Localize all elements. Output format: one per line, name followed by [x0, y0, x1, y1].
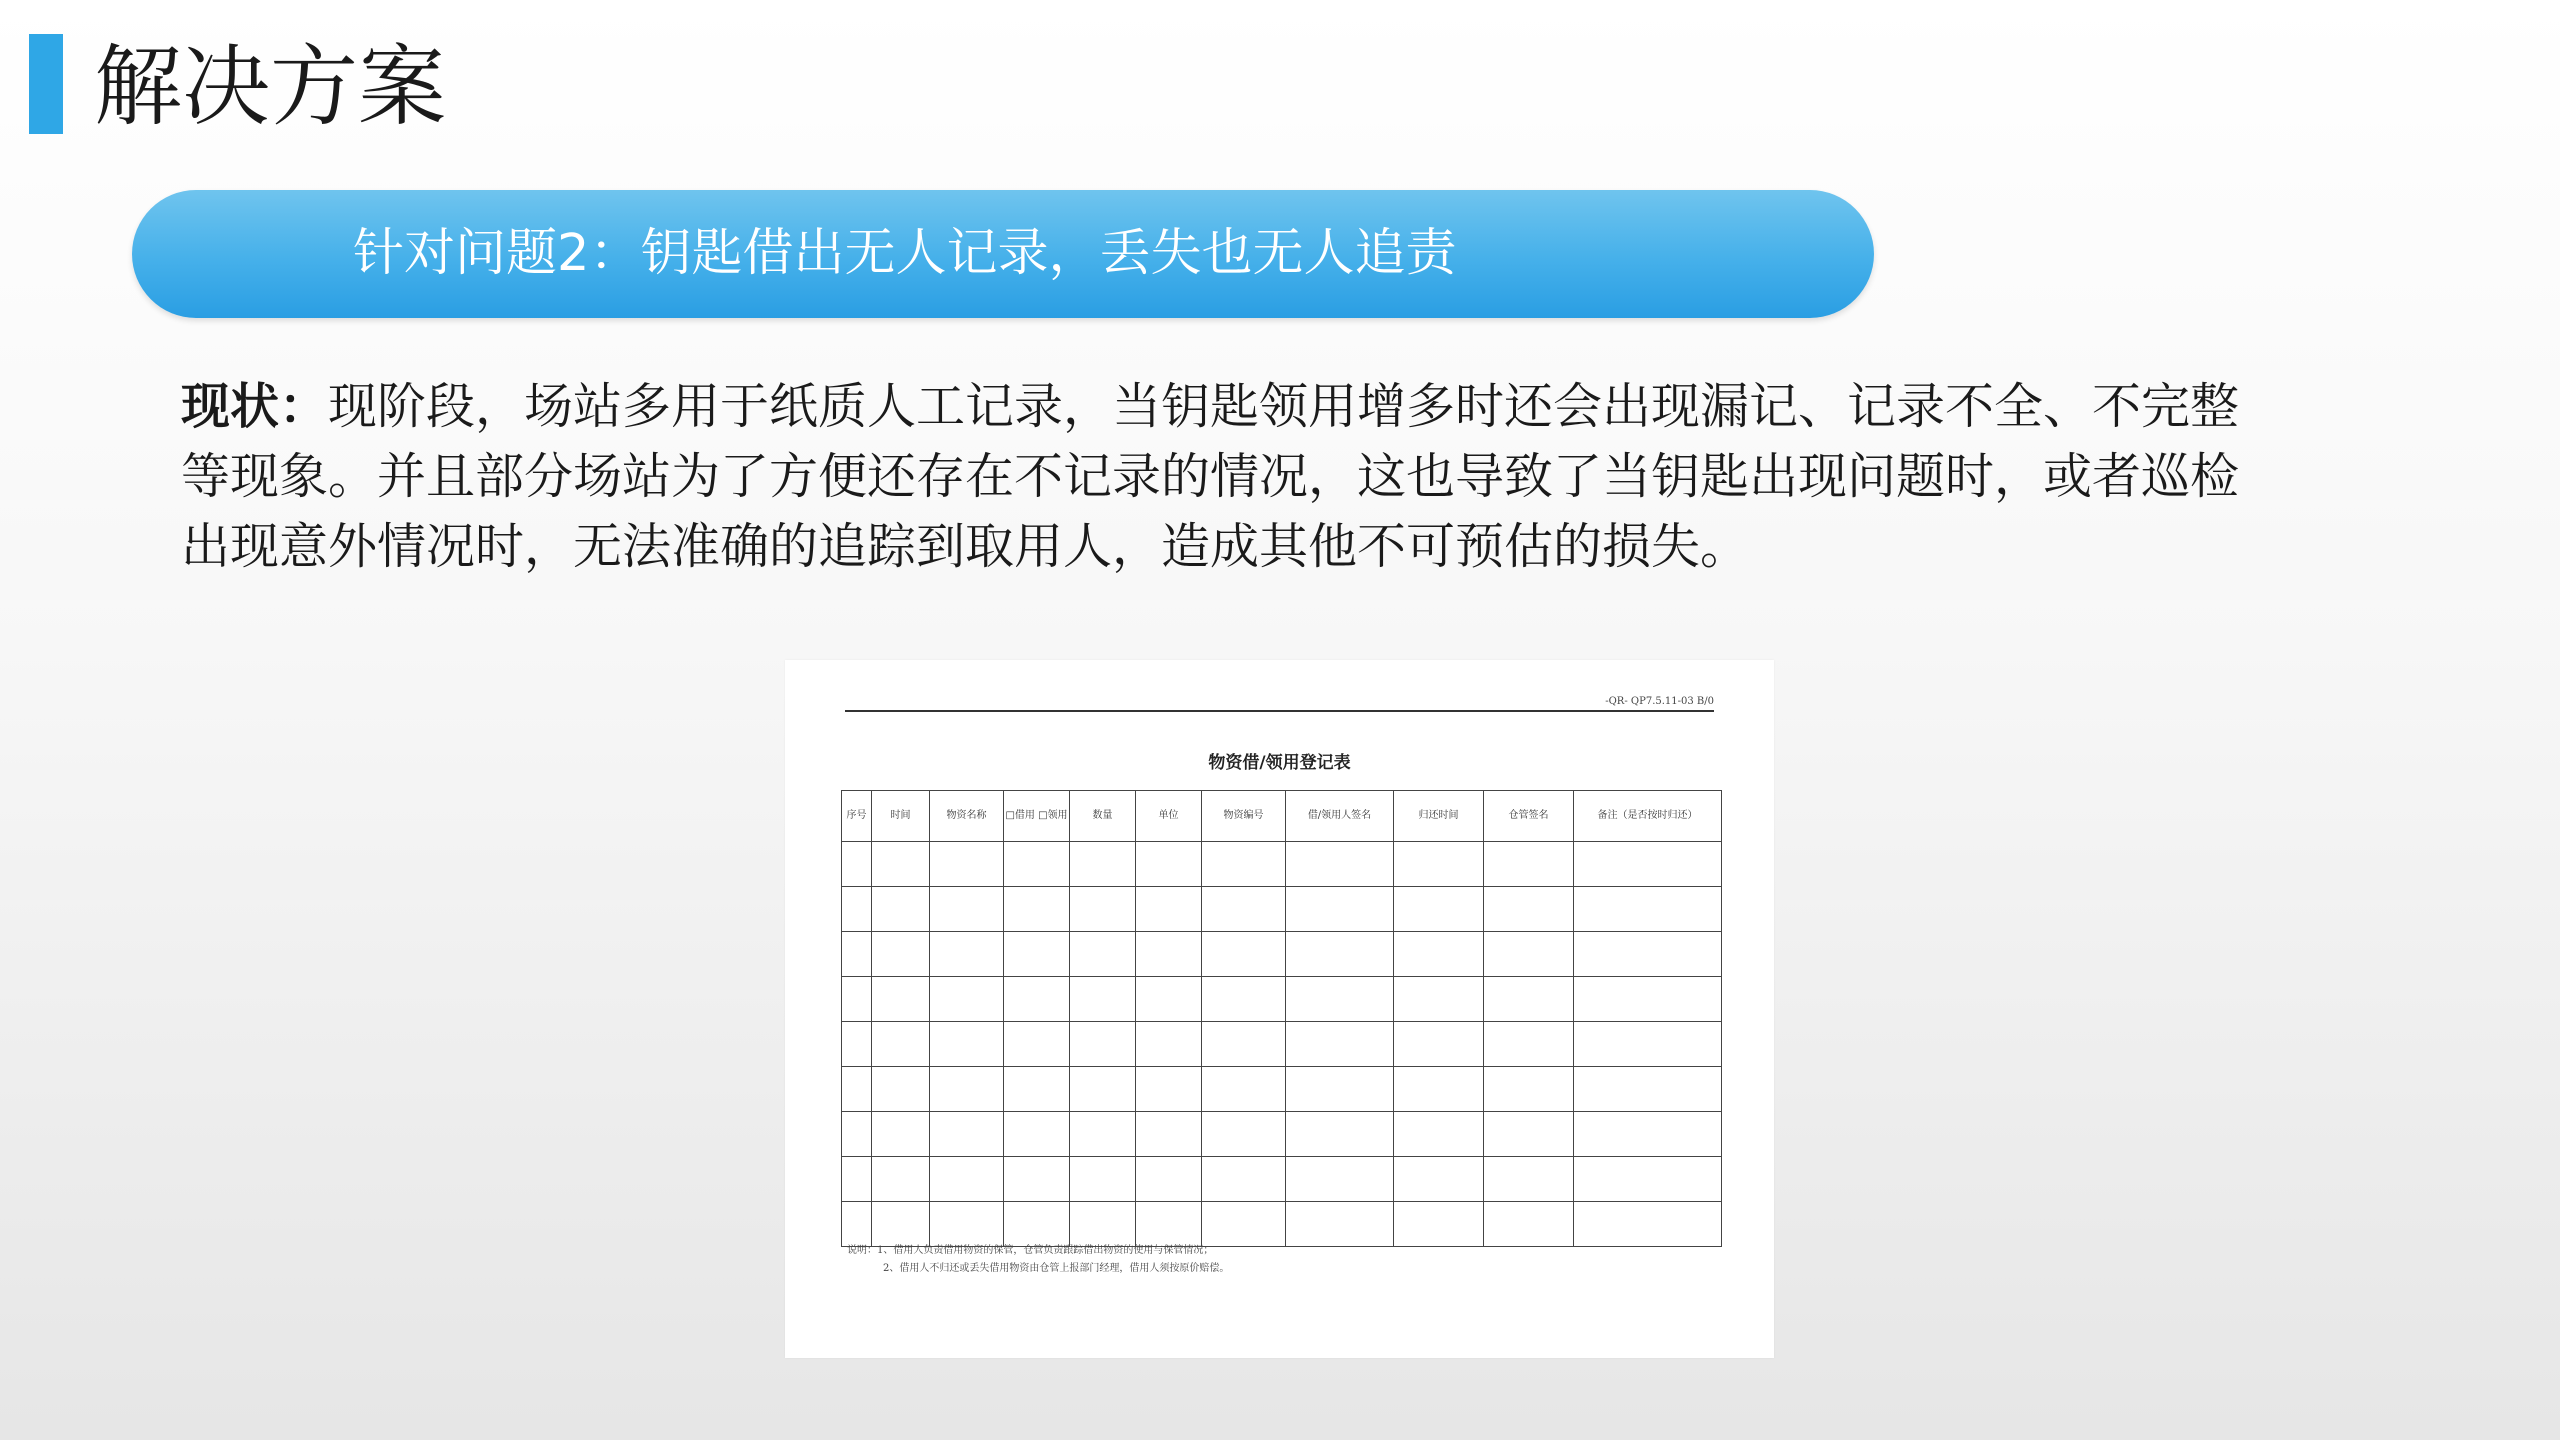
form-cell	[1484, 932, 1574, 977]
form-column-header: 单位	[1136, 791, 1202, 842]
form-cell	[1004, 1157, 1070, 1202]
form-cell	[1202, 932, 1286, 977]
form-cell	[1136, 842, 1202, 887]
form-cell	[1394, 887, 1484, 932]
form-cell	[1394, 1112, 1484, 1157]
form-cell	[842, 887, 872, 932]
form-cell	[1004, 1022, 1070, 1067]
form-cell	[930, 887, 1004, 932]
form-cell	[872, 842, 930, 887]
form-cell	[1070, 1202, 1136, 1247]
form-cell	[842, 1022, 872, 1067]
problem-banner-text: 针对问题2：钥匙借出无人记录，丢失也无人追责	[353, 224, 1457, 283]
form-cell	[1136, 977, 1202, 1022]
form-cell	[872, 1112, 930, 1157]
form-row	[842, 1157, 1722, 1202]
form-cell	[1574, 977, 1722, 1022]
form-cell	[1286, 932, 1394, 977]
form-cell	[1070, 887, 1136, 932]
form-row	[842, 887, 1722, 932]
form-row	[842, 1112, 1722, 1157]
form-cell	[1136, 1112, 1202, 1157]
title-accent-bar	[29, 34, 63, 134]
form-cell	[1484, 1202, 1574, 1247]
form-cell	[842, 932, 872, 977]
form-cell	[842, 1067, 872, 1112]
status-label: 现状：	[181, 378, 329, 435]
page-title: 解决方案	[94, 35, 447, 138]
form-cell	[1286, 887, 1394, 932]
form-note: 2、借用人不归还或丢失借用物资由仓管上报部门经理，借用人须按原价赔偿。	[883, 1263, 1230, 1274]
form-cell	[872, 932, 930, 977]
form-title: 物资借/领用登记表	[1208, 753, 1351, 773]
form-cell	[1070, 842, 1136, 887]
form-column-header: 物资名称	[930, 791, 1004, 842]
form-column-header: 归还时间	[1394, 791, 1484, 842]
form-column-header: 序号	[842, 791, 872, 842]
form-cell	[1394, 842, 1484, 887]
form-cell	[842, 842, 872, 887]
form-cell	[1574, 842, 1722, 887]
form-cell	[1484, 1157, 1574, 1202]
form-cell	[1286, 1022, 1394, 1067]
form-cell	[1394, 977, 1484, 1022]
form-cell	[1286, 1112, 1394, 1157]
form-column-header: 借/领用人签名	[1286, 791, 1394, 842]
form-cell	[1574, 1112, 1722, 1157]
form-cell	[872, 1202, 930, 1247]
form-cell	[1070, 1157, 1136, 1202]
form-cell	[930, 1022, 1004, 1067]
form-cell	[872, 977, 930, 1022]
form-cell	[1136, 1022, 1202, 1067]
form-cell	[1136, 1067, 1202, 1112]
form-cell	[1202, 1202, 1286, 1247]
form-cell	[1286, 1067, 1394, 1112]
form-cell	[1136, 1202, 1202, 1247]
form-cell	[1070, 1022, 1136, 1067]
form-cell	[1394, 932, 1484, 977]
form-cell	[1004, 977, 1070, 1022]
form-cell	[1286, 842, 1394, 887]
form-cell	[1202, 1112, 1286, 1157]
form-cell	[872, 1157, 930, 1202]
form-cell	[930, 932, 1004, 977]
form-cell	[1394, 1202, 1484, 1247]
form-cell	[1070, 932, 1136, 977]
status-text: 现阶段，场站多用于纸质人工记录，当钥匙领用增多时还会出现漏记、记录不全、不完整等现象。并且部分场站为了方便还存在不记录的情况，这也导致了当钥匙出现问题时，或者巡检出现意外情况时，无法准确的追踪到取用人，造成其他不可预估的损失。	[181, 378, 2240, 575]
form-table	[841, 790, 1722, 1247]
form-cell	[842, 977, 872, 1022]
form-cell	[930, 842, 1004, 887]
form-cell	[1070, 1067, 1136, 1112]
form-cell	[1574, 1202, 1722, 1247]
form-header-rule	[845, 710, 1714, 712]
form-cell	[930, 1157, 1004, 1202]
form-cell	[1004, 842, 1070, 887]
form-cell	[842, 1202, 872, 1247]
form-column-header: 时间	[872, 791, 930, 842]
form-column-header: 备注（是否按时归还）	[1574, 791, 1722, 842]
form-cell	[1394, 1157, 1484, 1202]
form-notes	[847, 1242, 1229, 1278]
form-cell	[1202, 1157, 1286, 1202]
form-cell	[1484, 1112, 1574, 1157]
form-code: -QR- QP7.5.11-03 B/0	[1605, 696, 1714, 707]
form-cell	[1136, 1157, 1202, 1202]
form-cell	[1202, 1067, 1286, 1112]
form-cell	[872, 1022, 930, 1067]
form-cell	[1574, 1022, 1722, 1067]
form-cell	[1394, 1067, 1484, 1112]
form-cell	[1004, 1202, 1070, 1247]
form-cell	[1286, 1157, 1394, 1202]
form-cell	[1202, 887, 1286, 932]
form-row	[842, 1202, 1722, 1247]
form-row	[842, 977, 1722, 1022]
form-row	[842, 932, 1722, 977]
form-cell	[1484, 842, 1574, 887]
form-cell	[1484, 1022, 1574, 1067]
form-cell	[1574, 887, 1722, 932]
form-cell	[1070, 977, 1136, 1022]
form-cell	[842, 1157, 872, 1202]
form-cell	[1394, 1022, 1484, 1067]
form-cell	[930, 1067, 1004, 1112]
form-column-header: □借用 □领用	[1004, 791, 1070, 842]
form-cell	[1202, 1022, 1286, 1067]
form-note: 说明：1、借用人负责借用物资的保管，仓管负责跟踪借出物资的使用与保管情况；	[847, 1245, 1214, 1256]
form-cell	[1136, 932, 1202, 977]
form-cell	[1004, 887, 1070, 932]
form-cell	[1484, 977, 1574, 1022]
form-cell	[930, 1112, 1004, 1157]
form-cell	[930, 1202, 1004, 1247]
form-cell	[1136, 887, 1202, 932]
form-cell	[1004, 1112, 1070, 1157]
form-cell	[1574, 932, 1722, 977]
form-row	[842, 1022, 1722, 1067]
form-cell	[872, 1067, 930, 1112]
form-row	[842, 842, 1722, 887]
form-cell	[1202, 842, 1286, 887]
form-cell	[1574, 1067, 1722, 1112]
form-cell	[1202, 977, 1286, 1022]
form-cell	[1286, 977, 1394, 1022]
form-cell	[1574, 1157, 1722, 1202]
form-column-header: 数量	[1070, 791, 1136, 842]
form-cell	[1484, 1067, 1574, 1112]
form-cell	[1004, 1067, 1070, 1112]
form-header-row	[842, 791, 1722, 842]
form-cell	[1484, 887, 1574, 932]
form-cell	[1286, 1202, 1394, 1247]
form-column-header: 物资编号	[1202, 791, 1286, 842]
form-cell	[872, 887, 930, 932]
form-cell	[1004, 932, 1070, 977]
status-paragraph	[181, 372, 2241, 582]
form-cell	[930, 977, 1004, 1022]
form-image	[785, 660, 1774, 1358]
form-column-header: 仓管签名	[1484, 791, 1574, 842]
form-cell	[842, 1112, 872, 1157]
form-cell	[1070, 1112, 1136, 1157]
form-row	[842, 1067, 1722, 1112]
